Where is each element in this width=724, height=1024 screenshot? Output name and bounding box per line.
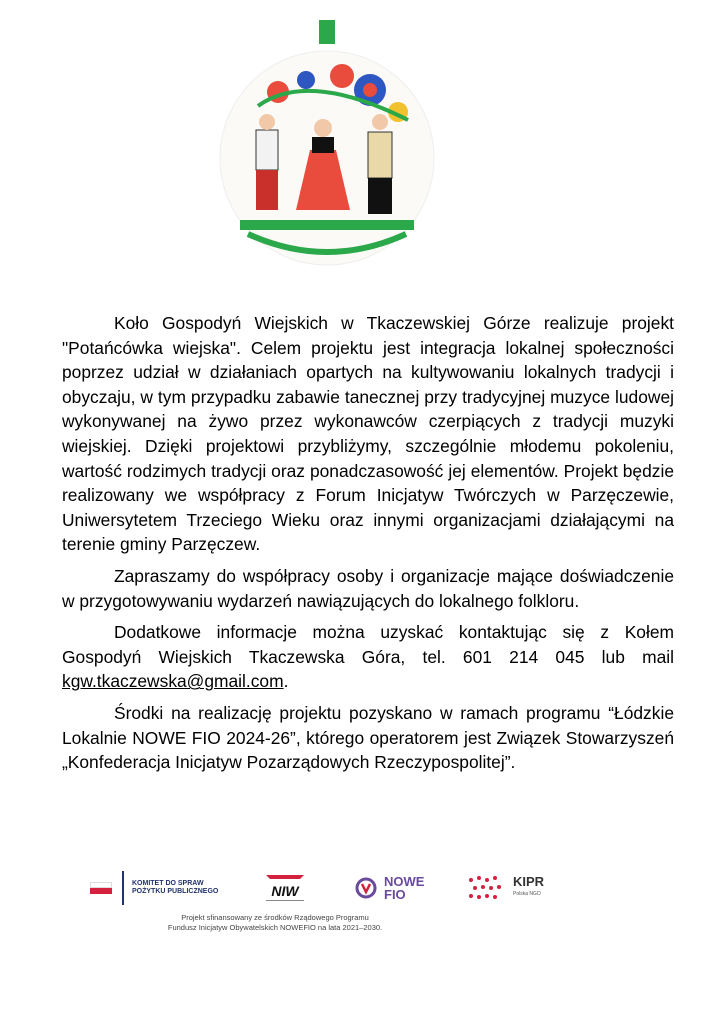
green-band bbox=[240, 220, 414, 230]
announcement-text bbox=[62, 311, 674, 775]
folk-ornament-illustration bbox=[218, 20, 436, 270]
niw-logo bbox=[260, 868, 310, 908]
nowe-fio-logo: NOWE FIO bbox=[354, 868, 424, 908]
funding-paragraph: Środki na realizację projektu pozyskano w ramach programu “Łódzkie Lokalnie NOWE FIO 2024-26”, którego operatorem jest Związek Stowarzyszeń „Konfederacja Inicjatyw Pozarządowych Rzeczypospolitej”. bbox=[62, 702, 674, 773]
kipr-dots-icon bbox=[465, 874, 505, 902]
sponsor-logos bbox=[90, 868, 560, 908]
polish-flag-icon bbox=[90, 882, 112, 894]
ornament-ribbon bbox=[319, 20, 335, 44]
email-link[interactable]: kgw.tkaczewska@gmail.com bbox=[62, 671, 284, 692]
komitet-label: KOMITET DO SPRAW POŻYTKU PUBLICZNEGO bbox=[132, 880, 219, 895]
contact-paragraph bbox=[62, 620, 674, 694]
invitation-paragraph: Zapraszamy do współpracy osoby i organizacje mające doświadczenie w przygotowywaniu wydarzeń nawiązujących do lokalnego folkloru. bbox=[62, 565, 674, 611]
funding-footnote: Projekt sfinansowany ze środków Rządowego Programu Fundusz Inicjatyw Obywatelskich NOWEFIO na lata 2021–2030. bbox=[167, 913, 383, 932]
intro-paragraph: Koło Gospodyń Wiejskich w Tkaczewskiej Górze realizuje projekt "Potańcówka wiejska". Celem projektu jest integracja lokalnej społeczności poprzez udział w działaniach opartych na kultywowaniu lokalnych tradycji i obyczaju, w tym przypadku zabawie tanecznej przy tradycyjnej muzyce ludowej wykonywanej na żywo przez wykonawców czerpiących z tradycji muzyki wiejskiej. Dzięki projektowi przybliżymy, szczególnie młodemu pokoleniu, wartość rodzimych tradycji oraz ponadczasowość jej elementów. Projekt będzie realizowany we współpracy z Forum Inicjatyw Twórczych w Parzęczewie, Uniwersytetem Trzeciego Wieku oraz innymi organizacjami działającymi na terenie gminy Parzęczew. bbox=[62, 313, 674, 555]
fio-emblem-icon bbox=[354, 876, 378, 900]
contact-text: Dodatkowe informacje można uzyskać kontaktując się z Kołem Gospodyń Wiejskich Tkaczewska Góra, tel. 601 214 045 lub mail bbox=[62, 622, 674, 667]
svg-text:NIW: NIW bbox=[271, 883, 299, 899]
kipr-logo: KIPR Polska NGO bbox=[465, 868, 544, 908]
komitet-logo bbox=[90, 868, 222, 908]
contact-end: . bbox=[283, 671, 289, 692]
